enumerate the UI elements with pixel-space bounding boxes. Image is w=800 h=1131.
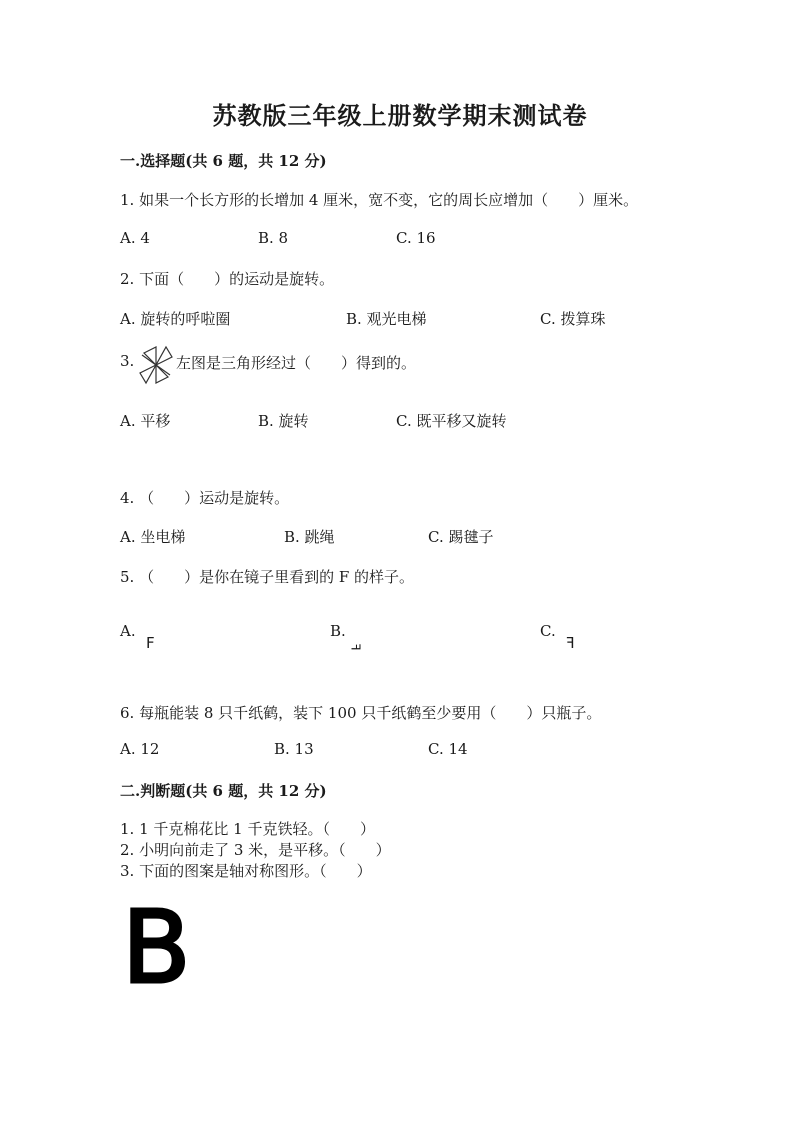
mirrored-f-c: F [566, 634, 575, 652]
judge-item-3: 3. 下面的图案是轴对称图形。（ ） [120, 862, 372, 880]
section2-heading: 二.判断题(共 6 题，共 12 分) [120, 782, 327, 800]
judge-item-1: 1. 1 千克棉花比 1 千克铁轻。（ ） [120, 820, 375, 838]
question-1: 1. 如果一个长方形的长增加 4 厘米，宽不变，它的周长应增加（ ）厘米。 [120, 191, 639, 209]
q6-option-b: B. 13 [274, 740, 314, 758]
q5-figure-c [566, 633, 575, 652]
mirrored-f-b: F [348, 643, 363, 651]
q3-option-b: B. 旋转 [258, 412, 309, 430]
pinwheel-icon [138, 345, 174, 385]
q5-option-b: B. [330, 622, 346, 640]
q5-option-c: C. [540, 622, 556, 640]
q1-option-a: A. 4 [120, 229, 150, 247]
q5-option-a: A. [120, 622, 136, 640]
q2-option-a: A. 旋转的呼啦圈 [120, 310, 231, 328]
question-3-number: 3. [120, 352, 135, 370]
page-title: 苏教版三年级上册数学期末测试卷 [212, 101, 588, 130]
section1-heading: 一.选择题(共 6 题，共 12 分) [120, 152, 327, 170]
judge-item-2: 2. 小明向前走了 3 米，是平移。（ ） [120, 841, 391, 859]
q1-option-b: B. 8 [258, 229, 289, 247]
letter-b-figure: B [122, 889, 191, 1006]
q2-option-c: C. 拨算珠 [540, 310, 606, 328]
question-4: 4. （ ）运动是旋转。 [120, 489, 290, 507]
q4-option-a: A. 坐电梯 [120, 528, 186, 546]
q3-option-a: A. 平移 [120, 412, 171, 430]
question-2: 2. 下面（ ）的运动是旋转。 [120, 270, 335, 288]
question-6: 6. 每瓶能装 8 只千纸鹤，装下 100 只千纸鹤至少要用（ ）只瓶子。 [120, 704, 602, 722]
q1-option-c: C. 16 [396, 229, 436, 247]
q2-option-b: B. 观光电梯 [346, 310, 427, 328]
q6-option-a: A. 12 [120, 740, 160, 758]
q5-figure-a [146, 633, 155, 652]
mirrored-f-a: F [146, 634, 155, 652]
q5-figure-b [348, 636, 363, 655]
question-5: 5. （ ）是你在镜子里看到的 F 的样子。 [120, 568, 415, 586]
question-3: 左图是三角形经过（ ）得到的。 [176, 354, 417, 372]
q3-option-c: C. 既平移又旋转 [396, 412, 507, 430]
q4-option-b: B. 跳绳 [284, 528, 335, 546]
q4-option-c: C. 踢毽子 [428, 528, 494, 546]
q6-option-c: C. 14 [428, 740, 468, 758]
